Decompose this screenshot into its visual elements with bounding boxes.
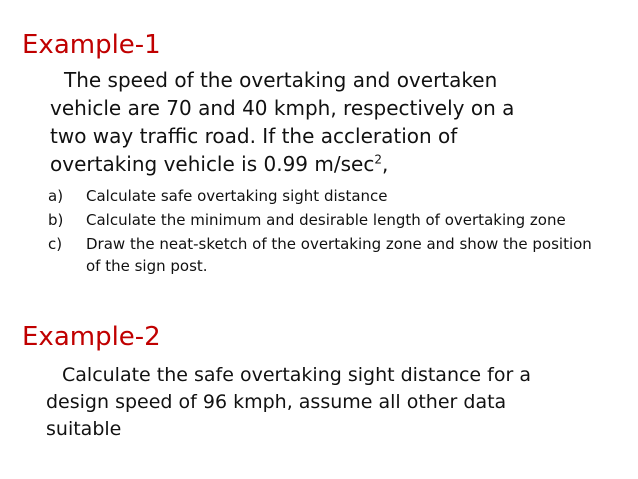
problem-line: Calculate the safe overtaking sight distance for a bbox=[62, 364, 531, 386]
list-marker: a) bbox=[48, 187, 64, 205]
problem-line: overtaking vehicle is 0.99 m/sec bbox=[50, 152, 375, 176]
task-list bbox=[48, 185, 608, 279]
list-item-text: Calculate safe overtaking sight distance bbox=[86, 187, 388, 205]
list-item-text: Calculate the minimum and desirable length of overtaking zone bbox=[86, 211, 566, 229]
list-item bbox=[48, 185, 608, 207]
example-2-problem-text bbox=[46, 362, 586, 443]
list-item-text: Draw the neat-sketch of the overtaking zone and show the position of the sign post. bbox=[86, 235, 592, 275]
list-marker: b) bbox=[48, 211, 64, 229]
example-1-heading: Example-1 bbox=[22, 30, 161, 60]
example-1-problem-text bbox=[50, 66, 610, 178]
problem-line: vehicle are 70 and 40 kmph, respectively on a bbox=[50, 96, 515, 120]
problem-line: suitable bbox=[46, 418, 122, 440]
problem-line-end: , bbox=[381, 152, 389, 176]
list-item bbox=[48, 209, 608, 231]
list-marker: c) bbox=[48, 235, 63, 253]
problem-line: two way traffic road. If the accleration of bbox=[50, 124, 458, 148]
problem-line: The speed of the overtaking and overtaken bbox=[64, 68, 498, 92]
list-item bbox=[48, 233, 608, 277]
example-2-heading: Example-2 bbox=[22, 322, 161, 352]
problem-line: design speed of 96 kmph, assume all other data bbox=[46, 391, 507, 413]
superscript-exponent: 2 bbox=[374, 152, 382, 167]
